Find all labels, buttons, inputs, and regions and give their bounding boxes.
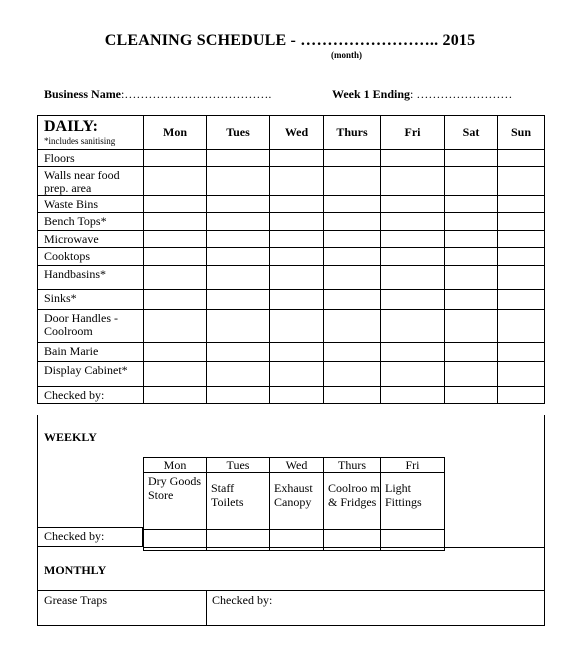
daily-check-cell[interactable] [144, 343, 207, 362]
daily-check-cell[interactable] [498, 290, 545, 310]
daily-check-cell[interactable] [498, 387, 545, 404]
daily-check-cell[interactable] [381, 362, 445, 387]
daily-check-cell[interactable] [445, 310, 498, 343]
weekly-task-fri[interactable]: Light Fittings [381, 473, 445, 530]
daily-check-cell[interactable] [381, 213, 445, 231]
daily-task-label: Bain Marie [38, 343, 144, 362]
weekly-divider [143, 547, 544, 548]
daily-row [38, 231, 545, 248]
month-note: (month) [331, 50, 362, 60]
daily-task-label: Waste Bins [38, 196, 144, 213]
daily-check-cell[interactable] [381, 310, 445, 343]
daily-check-cell[interactable] [324, 290, 381, 310]
daily-check-cell[interactable] [207, 290, 270, 310]
daily-check-cell[interactable] [498, 231, 545, 248]
daily-check-cell[interactable] [445, 266, 498, 290]
monthly-task-grease-traps: Grease Traps [44, 593, 107, 607]
daily-check-cell[interactable] [207, 196, 270, 213]
daily-check-cell[interactable] [144, 266, 207, 290]
daily-check-cell[interactable] [381, 266, 445, 290]
daily-note: *includes sanitising [44, 136, 116, 146]
daily-check-cell[interactable] [207, 310, 270, 343]
daily-check-cell[interactable] [445, 196, 498, 213]
daily-check-cell[interactable] [324, 266, 381, 290]
day-header-fri: Fri [381, 116, 445, 150]
week-ending-label: Week 1 Ending [332, 87, 411, 101]
daily-row [38, 196, 545, 213]
weekly-day-wed: Wed [270, 458, 324, 473]
daily-check-cell[interactable] [144, 167, 207, 196]
daily-check-cell[interactable] [381, 167, 445, 196]
daily-task-label: Checked by: [38, 387, 144, 404]
daily-check-cell[interactable] [270, 387, 324, 404]
daily-check-cell[interactable] [207, 213, 270, 231]
weekly-day-mon: Mon [144, 458, 207, 473]
page-title: CLEANING SCHEDULE - …………………….. 2015 [104, 32, 476, 49]
daily-task-label: Cooktops [38, 248, 144, 266]
daily-check-cell[interactable] [207, 150, 270, 167]
daily-task-label: Handbasins* [38, 266, 144, 290]
daily-check-cell[interactable] [207, 362, 270, 387]
daily-check-cell[interactable] [381, 196, 445, 213]
daily-check-cell[interactable] [445, 167, 498, 196]
daily-check-cell[interactable] [144, 231, 207, 248]
monthly-checked-by: Checked by: [212, 593, 273, 607]
daily-check-cell[interactable] [445, 213, 498, 231]
daily-row [38, 213, 545, 231]
weekly-day-thurs: Thurs [324, 458, 381, 473]
daily-check-cell[interactable] [445, 231, 498, 248]
daily-check-cell[interactable] [498, 167, 545, 196]
daily-check-cell[interactable] [144, 310, 207, 343]
day-header-thurs: Thurs [324, 116, 381, 150]
daily-check-cell[interactable] [144, 150, 207, 167]
daily-check-cell[interactable] [324, 310, 381, 343]
daily-check-cell[interactable] [324, 248, 381, 266]
business-name-label: Business Name [44, 87, 122, 101]
daily-check-cell[interactable] [207, 343, 270, 362]
daily-check-cell[interactable] [445, 343, 498, 362]
daily-schedule-table [37, 115, 545, 404]
daily-check-cell[interactable] [144, 362, 207, 387]
daily-row [38, 387, 545, 404]
daily-check-cell[interactable] [381, 290, 445, 310]
daily-check-cell[interactable] [324, 231, 381, 248]
daily-check-cell[interactable] [381, 231, 445, 248]
daily-check-cell[interactable] [498, 248, 545, 266]
weekly-task-mon[interactable]: Dry Goods Store [144, 473, 207, 530]
daily-task-label: Sinks* [38, 290, 144, 310]
daily-row [38, 266, 545, 290]
weekly-task-wed[interactable]: Exhaust Canopy [270, 473, 324, 530]
daily-task-label: Display Cabinet* [38, 362, 144, 387]
business-name-dots: :………………………………. [121, 87, 272, 101]
daily-row [38, 310, 545, 343]
day-header-wed: Wed [270, 116, 324, 150]
daily-task-label: Bench Tops* [38, 213, 144, 231]
weekly-task-thurs[interactable]: Coolroo m & Fridges [324, 473, 381, 530]
daily-check-cell[interactable] [381, 343, 445, 362]
daily-task-label: Microwave [38, 231, 144, 248]
daily-check-cell[interactable] [207, 266, 270, 290]
daily-check-cell[interactable] [324, 196, 381, 213]
daily-check-cell[interactable] [270, 310, 324, 343]
daily-check-cell[interactable] [381, 248, 445, 266]
daily-check-cell[interactable] [207, 231, 270, 248]
day-header-tues: Tues [207, 116, 270, 150]
daily-check-cell[interactable] [144, 248, 207, 266]
daily-check-cell[interactable] [498, 343, 545, 362]
daily-task-label: Door Handles - Coolroom [38, 310, 144, 343]
daily-check-cell[interactable] [498, 310, 545, 343]
daily-check-cell[interactable] [324, 343, 381, 362]
daily-check-cell[interactable] [270, 150, 324, 167]
daily-check-cell[interactable] [324, 387, 381, 404]
monthly-column-divider [206, 590, 207, 625]
daily-check-cell[interactable] [270, 167, 324, 196]
daily-row [38, 150, 545, 167]
daily-check-cell[interactable] [207, 387, 270, 404]
business-name-field[interactable] [44, 87, 271, 102]
daily-row [38, 343, 545, 362]
weekly-schedule-table [143, 457, 445, 551]
daily-check-cell[interactable] [445, 248, 498, 266]
day-header-mon: Mon [144, 116, 207, 150]
daily-check-cell[interactable] [144, 196, 207, 213]
daily-check-cell[interactable] [381, 150, 445, 167]
daily-check-cell[interactable] [381, 387, 445, 404]
weekly-task-tues[interactable]: Staff Toilets [207, 473, 270, 530]
daily-row [38, 290, 545, 310]
daily-check-cell[interactable] [270, 362, 324, 387]
weekly-monthly-section [37, 415, 545, 626]
daily-check-cell[interactable] [445, 362, 498, 387]
daily-check-cell[interactable] [207, 167, 270, 196]
daily-check-cell[interactable] [144, 387, 207, 404]
weekly-day-fri: Fri [381, 458, 445, 473]
daily-check-cell[interactable] [270, 343, 324, 362]
daily-check-cell[interactable] [270, 196, 324, 213]
daily-check-cell[interactable] [498, 266, 545, 290]
daily-check-cell[interactable] [324, 213, 381, 231]
daily-heading-colon: : [92, 118, 98, 135]
daily-check-cell[interactable] [270, 290, 324, 310]
daily-check-cell[interactable] [324, 167, 381, 196]
daily-check-cell[interactable] [270, 213, 324, 231]
daily-row [38, 248, 545, 266]
daily-heading-cell [38, 116, 144, 150]
daily-check-cell[interactable] [270, 231, 324, 248]
daily-check-cell[interactable] [144, 213, 207, 231]
daily-task-label: Floors [38, 150, 144, 167]
daily-task-label: Walls near food prep. area [38, 167, 144, 196]
daily-check-cell[interactable] [144, 290, 207, 310]
day-header-sat: Sat [445, 116, 498, 150]
week-ending-field[interactable] [332, 87, 512, 102]
daily-check-cell[interactable] [445, 387, 498, 404]
daily-row [38, 167, 545, 196]
daily-check-cell[interactable] [324, 362, 381, 387]
daily-check-cell[interactable] [498, 150, 545, 167]
daily-check-cell[interactable] [445, 290, 498, 310]
weekly-checked-by: Checked by: [38, 527, 143, 547]
daily-row [38, 362, 545, 387]
daily-check-cell[interactable] [445, 150, 498, 167]
weekly-day-tues: Tues [207, 458, 270, 473]
monthly-heading: MONTHLY [44, 563, 107, 577]
daily-check-cell[interactable] [324, 150, 381, 167]
daily-check-cell[interactable] [207, 248, 270, 266]
daily-check-cell[interactable] [498, 213, 545, 231]
day-header-sun: Sun [498, 116, 545, 150]
daily-check-cell[interactable] [270, 266, 324, 290]
daily-check-cell[interactable] [270, 248, 324, 266]
weekly-heading: WEEKLY [44, 430, 97, 444]
daily-check-cell[interactable] [498, 196, 545, 213]
daily-check-cell[interactable] [498, 362, 545, 387]
monthly-divider [38, 590, 544, 591]
week-ending-dots: : …………………… [410, 87, 513, 101]
daily-heading: DAILY [44, 118, 93, 135]
